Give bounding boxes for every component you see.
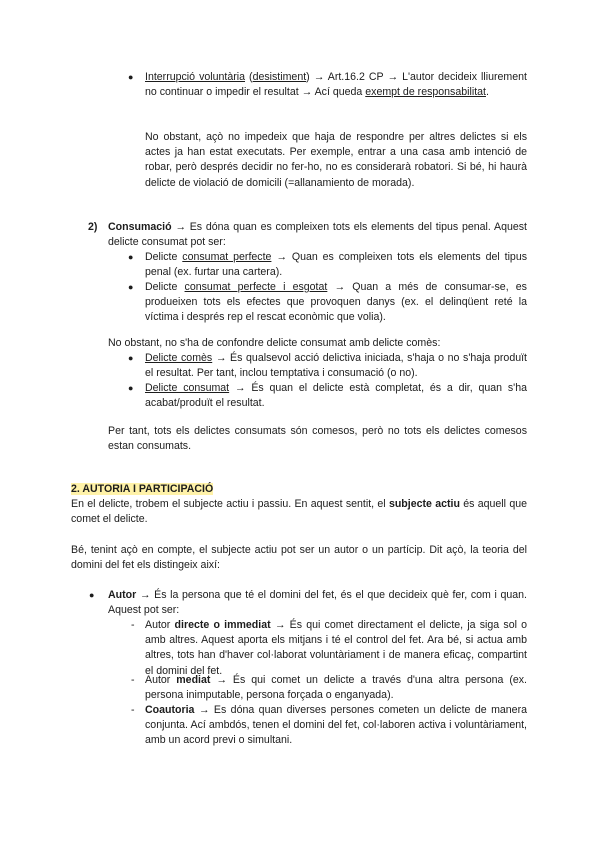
bullet-icon: ● bbox=[128, 353, 134, 363]
autor-item: Autor → És la persona que té el domini del fet, és el que decideix què fer, com i quan. Aquest pot ser: bbox=[108, 589, 527, 617]
term-exempt: exempt de responsabilitat bbox=[365, 86, 486, 99]
no-obstant-paragraph: No obstant, açò no impedeix que haja de respondre per altres delictes si els actes ja han estat executats. Per exemple, entrar a una casa amb intenció de robar, però després decidir no fer-ho, no es considerarà robatori. Si bé, hi haurà delicte de violació de domicili (=allanamiento de morada). bbox=[145, 131, 527, 189]
bullet-icon: ● bbox=[128, 72, 134, 82]
term-subjecte-actiu: subjecte actiu bbox=[388, 498, 460, 510]
bullet-icon: ● bbox=[128, 282, 134, 292]
section-heading: 2. AUTORIA I PARTICIPACIÓ bbox=[71, 483, 214, 495]
bullet-icon: ● bbox=[128, 383, 134, 393]
dash-icon: - bbox=[131, 674, 135, 686]
list-item: Coautoria → Es dóna quan diverses persones cometen un delicte de manera conjunta. Ací ambdós, tenen el domini del fet, col·laboren activa i voluntàriament, amb un acord previ o simultani. bbox=[145, 704, 527, 747]
bullet-icon: ● bbox=[128, 252, 134, 262]
list-item: Delicte consumat → És quan el delicte està completat, és a dir, quan s'ha acabat/produït el resultat. bbox=[145, 382, 527, 410]
teoria-paragraph: Bé, tenint açò en compte, el subjecte actiu pot ser un autor o un partícip. Dit açò, la teoria del domini del fet els distingeix així: bbox=[71, 544, 527, 572]
per-tant-paragraph: Per tant, tots els delictes consumats són comesos, però no tots els delictes comesos estan consumats. bbox=[108, 425, 527, 453]
confondre-paragraph: No obstant, no s'ha de confondre delicte consumat amb delicte comès: bbox=[108, 337, 441, 349]
dash-icon: - bbox=[131, 704, 135, 716]
list-item: Autor directe o immediat → És qui comet directament el delicte, ja siga sol o amb altres. Aquest aporta els mitjans i té el control del fet. Ara bé, si actua amb altres, tots han d'haver col·laborat voluntàriament i de manera eficaç, compartint el domini del fet. bbox=[145, 619, 528, 677]
consumacio-item: Consumació → Es dóna quan es compleixen tots els elements del tipus penal. Aquest delicte consumat pot ser: bbox=[108, 221, 527, 249]
term-desistiment: desistiment bbox=[252, 71, 307, 83]
term-interrupcio: Interrupció voluntària bbox=[145, 71, 246, 83]
dash-icon: - bbox=[131, 619, 135, 631]
list-number: 2) bbox=[88, 221, 98, 233]
autoria-intro: En el delicte, trobem el subjecte actiu i passiu. En aquest sentit, el subjecte actiu és aquell que comet el delicte. bbox=[71, 498, 527, 526]
interrupcio-item: Interrupció voluntària (desistiment) → Art.16.2 CP → L'autor decideix lliurement no continuar o impedir el resultat → Ací queda exempt de responsabilitat. bbox=[145, 71, 527, 99]
term-consumacio: Consumació bbox=[108, 221, 172, 233]
term-autor: Autor bbox=[108, 589, 137, 601]
list-item: Autor mediat → És qui comet un delicte a través d'una altra persona (ex. persona inimputable, persona forçada o enganyada). bbox=[145, 674, 527, 702]
list-item: Delicte consumat perfecte i esgotat → Quan a més de consumar-se, es produeixen tots els efectes que provoquen danys (ex. el delinqüent reté la víctima i després rep el rescat econòmic que volia). bbox=[145, 281, 527, 324]
bullet-icon: ● bbox=[89, 590, 95, 600]
list-item: Delicte comès → És qualsevol acció delictiva iniciada, s'haja o no s'haja produït el resultat. Per tant, inclou temptativa i consumació (o no). bbox=[145, 352, 527, 380]
list-item: Delicte consumat perfecte → Quan es compleixen tots els elements del tipus penal (ex. furtar una cartera). bbox=[145, 251, 528, 279]
